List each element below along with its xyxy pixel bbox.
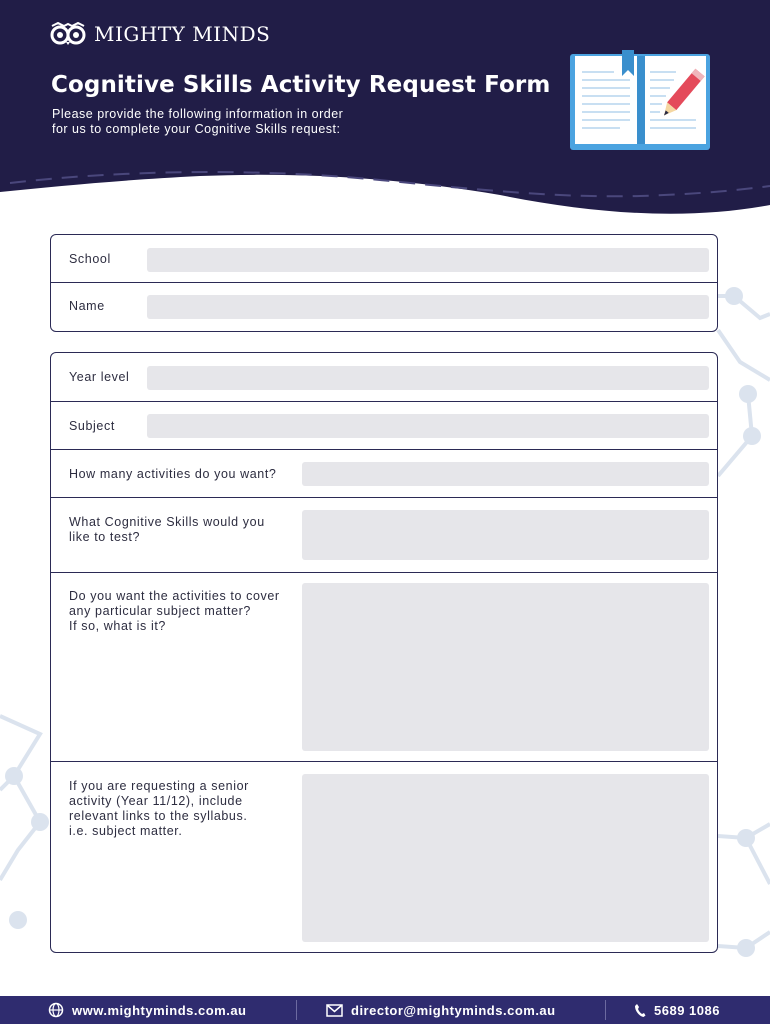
footer-website[interactable] — [48, 996, 246, 1024]
form-title: Cognitive Skills Activity Request Form — [51, 72, 551, 98]
book-pencil-icon — [570, 50, 712, 152]
name-label: Name — [69, 299, 105, 313]
footer-divider-1 — [296, 1000, 297, 1020]
name-field[interactable] — [147, 295, 709, 319]
subject-label: Subject — [69, 419, 115, 433]
subject-field[interactable] — [147, 414, 709, 438]
owl-icon — [50, 22, 86, 46]
activity-count-field[interactable] — [302, 462, 709, 486]
envelope-icon — [326, 1004, 343, 1017]
senior-activity-field[interactable] — [302, 774, 709, 942]
basic-info-section — [50, 234, 718, 332]
email-link[interactable]: director@mightyminds.com.au — [351, 1002, 556, 1018]
cognitive-skills-row — [51, 498, 717, 573]
senior-activity-row — [51, 762, 717, 950]
year-level-row — [51, 353, 717, 402]
phone-icon — [634, 1003, 646, 1018]
school-row — [51, 235, 717, 283]
brand-name: MIGHTY MINDS — [94, 22, 271, 46]
form-intro-line-2: for us to complete your Cognitive Skills request: — [52, 122, 341, 136]
subject-matter-row — [51, 573, 717, 762]
activity-count-label: How many activities do you want? — [69, 467, 277, 481]
school-label: School — [69, 252, 111, 266]
mighty-minds-logo — [50, 20, 270, 48]
year-level-field[interactable] — [147, 366, 709, 390]
form-intro-line-1: Please provide the following information in order — [52, 107, 344, 121]
name-row — [51, 283, 717, 330]
activity-count-row — [51, 450, 717, 498]
footer-phone[interactable] — [634, 996, 720, 1024]
school-field[interactable] — [147, 248, 709, 272]
form-intro — [52, 107, 432, 137]
phone-number[interactable]: 5689 1086 — [654, 1002, 720, 1018]
footer-email[interactable] — [326, 996, 556, 1024]
subject-matter-field[interactable] — [302, 583, 709, 751]
globe-icon — [48, 1002, 64, 1018]
website-link[interactable]: www.mightyminds.com.au — [72, 1002, 247, 1018]
header-banner — [0, 0, 770, 230]
year-level-label: Year level — [69, 370, 130, 384]
subject-matter-label: Do you want the activities to cover any particular subject matter? If so, what is it? — [69, 589, 280, 633]
footer-bar — [0, 996, 770, 1024]
subject-row — [51, 402, 717, 450]
cognitive-skills-field[interactable] — [302, 510, 709, 560]
activity-details-section — [50, 352, 718, 953]
footer-divider-2 — [605, 1000, 606, 1020]
cognitive-skills-label: What Cognitive Skills would you like to test? — [69, 515, 265, 544]
senior-activity-label: If you are requesting a senior activity (Year 11/12), include relevant links to the syllabus. i.e. subject matter. — [69, 779, 249, 838]
